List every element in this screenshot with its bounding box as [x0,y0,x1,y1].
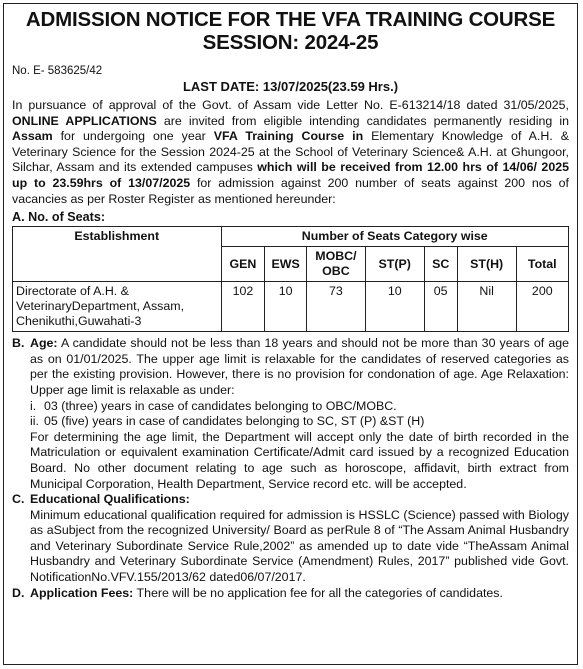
gen-cell: 102 [221,282,265,332]
section-c-label: Educational Qualifications: [30,492,190,507]
sections-list [12,336,569,601]
notice-title-line-2: SESSION: 2024-25 [202,31,379,54]
seats-table [12,226,569,332]
intro-text-4: Elementary Knowledge of A.H. & Veterinary Science for the Session 2024-25 at the School of Veterinary Science& A.H. at Ghungoor, Silchar, Assam and its extended campuses [12,129,570,175]
col-mobc-obc: MOBC/ OBC [307,247,366,282]
intro-bold-online-applications: ONLINE APPLICATIONS [12,113,157,128]
sc-cell: 05 [424,282,457,332]
section-c-text: Minimum educational qualification required for admission is HSSLC (Science) passed with Biology as aSubject from the recognized University/ Board as perRule 8 of “The Assam Animal Husbandry and Veterinary Subordinate Service Rule,2002” as amended up to date vide “TheAssam Animal Husbandry and Veterinary Subordinate Service (Amendment) Rules, 2017” published vide Govt. NotificationNo.VFV.155/2013/62 dated06/07/2017. [30,507,569,585]
establishment-cell: Directorate of A.H. & VeterinaryDepartment, Assam, Chenikuthi,Guwahati-3 [13,282,222,332]
section-d-label: Application Fees: [30,585,134,600]
st-p-cell: 10 [365,282,424,332]
section-d-letter: D. [12,585,25,600]
notice-number: No. E- 583625/42 [12,65,103,77]
admission-notice [3,3,578,665]
intro-bold-assam: Assam [12,129,53,144]
section-b-text-1: A candidate should not be less than 18 years and should not be more than 30 years of age as on 01/01/2025. The upper age limit is relaxable for the candidates of reserved categories as per the existing provision. However, there is no provision for condonation of age. Age Relaxation: Upper age limit is relaxable as under: [30,336,569,397]
col-st-h: ST(H) [457,247,516,282]
section-b-letter: B. [12,336,25,351]
section-d-fees [12,586,569,602]
table-row [13,282,569,332]
intro-text-1: In pursuance of approval of the Govt. of Assam vide Letter No. E-613214/18 dated 31/05/2025, [12,98,569,112]
age-relaxation-item-i [30,399,569,415]
section-a-heading: A. No. of Seats: [12,210,106,225]
roman-ii: ii. [30,414,39,429]
section-b-age [12,336,569,492]
intro-text-2: are invited from eligible intending candidates permanently residing in [156,113,570,128]
mobc-obc-cell: 73 [307,282,366,332]
intro-text-3: for undergoing one year [52,129,214,144]
establishment-header: Establishment [13,227,222,282]
col-gen: GEN [221,247,265,282]
age-relaxation-item-ii [30,414,569,430]
ews-cell: 10 [265,282,307,332]
section-d-text: There will be no application fee for all the categories of candidates. [133,585,503,600]
notice-title-line-1: ADMISSION NOTICE FOR THE VFA TRAINING COURSE [25,8,556,31]
roman-i: i. [30,398,37,413]
intro-paragraph [12,98,569,207]
intro-bold-vfa-course: VFA Training Course in [213,129,364,144]
table-header-row-1 [13,227,569,247]
age-relaxation-i-text: 03 (three) years in case of candidates belonging to OBC/MOBC. [44,398,397,413]
seats-group-header: Number of Seats Category wise [221,227,569,247]
st-h-cell: Nil [457,282,516,332]
col-st-p: ST(P) [365,247,424,282]
last-date: LAST DATE: 13/07/2025(23.59 Hrs.) [182,79,399,94]
col-ews: EWS [265,247,307,282]
section-c-education [12,492,569,586]
intro-text-5: for admission against 200 number of seats against 200 nos of vacancies as per Roster Register as mentioned hereunder: [12,175,569,206]
section-b-text-2: For determining the age limit, the Department will accept only the date of birth recorded in the Matriculation or equivalent examination Certificate/Admit card issued by a recognized Education Board. No other document relating to age such as horoscope, affidavit, birth extract from Municipal Corporation, Health Department, Service record etc. will be accepted. [30,429,569,491]
section-c-letter: C. [12,492,25,507]
col-sc: SC [424,247,457,282]
age-relaxation-ii-text: 05 (five) years in case of candidates belonging to SC, ST (P) &ST (H) [44,414,425,429]
section-b-label: Age: [30,336,58,351]
intro-bold-dates: which will be received from 12.00 hrs of 14/06/ 2025 up to 23.59hrs of 13/07/2025 [12,160,569,190]
total-cell: 200 [516,282,568,332]
col-total: Total [516,247,568,282]
